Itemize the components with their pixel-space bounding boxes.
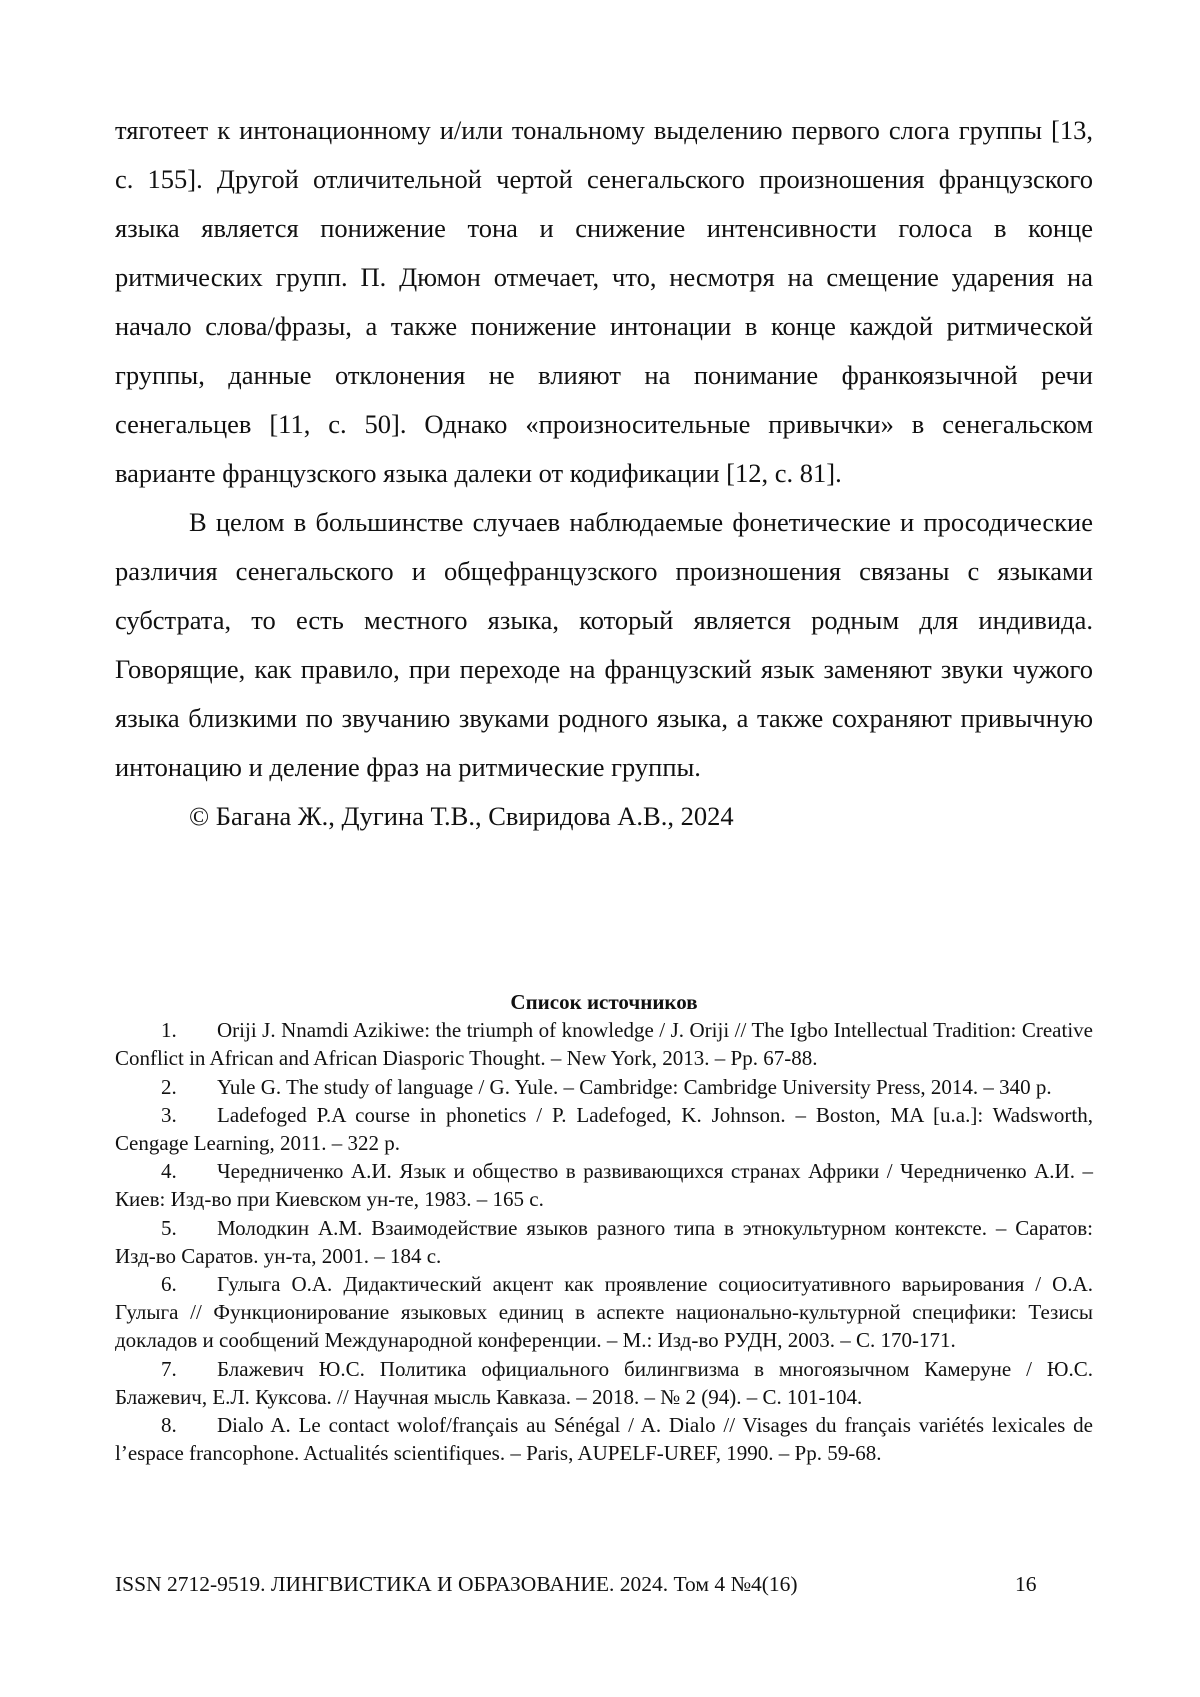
paragraph-conclusion: В целом в большинстве случаев наблюдаемые фонетические и просодические различия сенегальского и общефранцузского произношения связаны с языками субстрата, то есть местного языка, который является родным для индивида. Говорящие, как правило, при переходе на французский язык заменяют звуки чужого языка близкими по звучанию звуками родного языка, а также сохраняют привычную интонацию и деление фраз на ритмические группы.	[115, 507, 1093, 782]
main-text	[115, 106, 1093, 841]
reference-number: 8.	[161, 1413, 177, 1438]
reference-number: 7.	[161, 1356, 177, 1381]
reference-item	[115, 1355, 1093, 1411]
reference-item	[115, 1101, 1093, 1157]
paragraph-continuation: тяготеет к интонационному и/или тональному выделению первого слога группы [13, с. 155]. Другой отличительной чертой сенегальского произношения французского языка является понижение тона и снижение интенсивности голоса в конце ритмических групп. П. Дюмон отмечает, что, несмотря на смещение ударения на начало слова/фразы, а также понижение интонации в конце каждой ритмической группы, данные отклонения не влияют на понимание франкоязычной речи сенегальцев [11, с. 50]. Однако «произносительные привычки» в сенегальском варианте французского языка далеки от кодификации [12, с. 81].	[115, 115, 1093, 488]
reference-number: 2.	[161, 1074, 177, 1099]
reference-text: Молодкин А.М. Взаимодействие языков разного типа в этнокультурном контексте. – Саратов: Изд-во Саратов. ун-та, 2001. – 184 с.	[115, 1215, 1093, 1268]
reference-number: 5.	[161, 1215, 177, 1240]
reference-item	[115, 1073, 1093, 1101]
reference-item	[115, 1270, 1093, 1355]
reference-text: Yule G. The study of language / G. Yule. – Cambridge: Cambridge University Press, 2014. – 340 p.	[217, 1074, 1052, 1099]
reference-text: Чередниченко А.И. Язык и общество в развивающихся странах Африки / Чередниченко А.И. – Киев: Изд-во при Киевском ун-те, 1983. – 165 с.	[115, 1159, 1093, 1212]
reference-text: Блажевич Ю.С. Политика официального билингвизма в многоязычном Камеруне / Ю.С. Блажевич, Е.Л. Куксова. // Научная мысль Кавказа. – 2018. – № 2 (94). – С. 101-104.	[115, 1356, 1093, 1409]
reference-number: 6.	[161, 1272, 177, 1297]
reference-text: Dialo A. Le contact wolof/français au Sénégal / A. Dialo // Visages du français variétés lexicales de l’espace francophone. Actualités scientifiques. – Paris, AUPELF-UREF, 1990. – Pp. 59-68.	[115, 1413, 1093, 1466]
copyright-line: © Багана Ж., Дугина Т.В., Свиридова А.В., 2024	[189, 801, 734, 831]
page-number: 16	[1015, 1572, 1037, 1596]
reference-item	[115, 1214, 1093, 1270]
references-title: Список источников	[510, 990, 698, 1014]
references-list	[115, 1016, 1093, 1467]
reference-text: Гулыга О.А. Дидактический акцент как проявление социоситуативного варьирования / О.А. Гулыга // Функционирование языковых единиц в аспекте национально-культурной специфики: Тезисы докладов и сообщений Международной конференции. – М.: Изд-во РУДН, 2003. – С. 170-171.	[115, 1272, 1093, 1353]
journal-info: ISSN 2712-9519. ЛИНГВИСТИКА И ОБРАЗОВАНИЕ. 2024. Том 4 №4(16)	[115, 1572, 798, 1596]
reference-number: 3.	[161, 1102, 177, 1127]
reference-number: 1.	[161, 1018, 177, 1043]
references-section	[115, 988, 1093, 1467]
reference-text: Oriji J. Nnamdi Azikiwe: the triumph of knowledge / J. Oriji // The Igbo Intellectual Tradition: Creative Conflict in African and African Diasporic Thought. – New York, 2013. – Pp. 67-88.	[115, 1018, 1093, 1071]
reference-text: Ladefoged P.A course in phonetics / P. Ladefoged, K. Johnson. – Boston, MA [u.a.]: Wadsworth, Cengage Learning, 2011. – 322 p.	[115, 1102, 1093, 1156]
reference-number: 4.	[161, 1159, 177, 1184]
reference-item	[115, 1411, 1093, 1467]
reference-item	[115, 1157, 1093, 1213]
reference-item	[115, 1016, 1093, 1072]
